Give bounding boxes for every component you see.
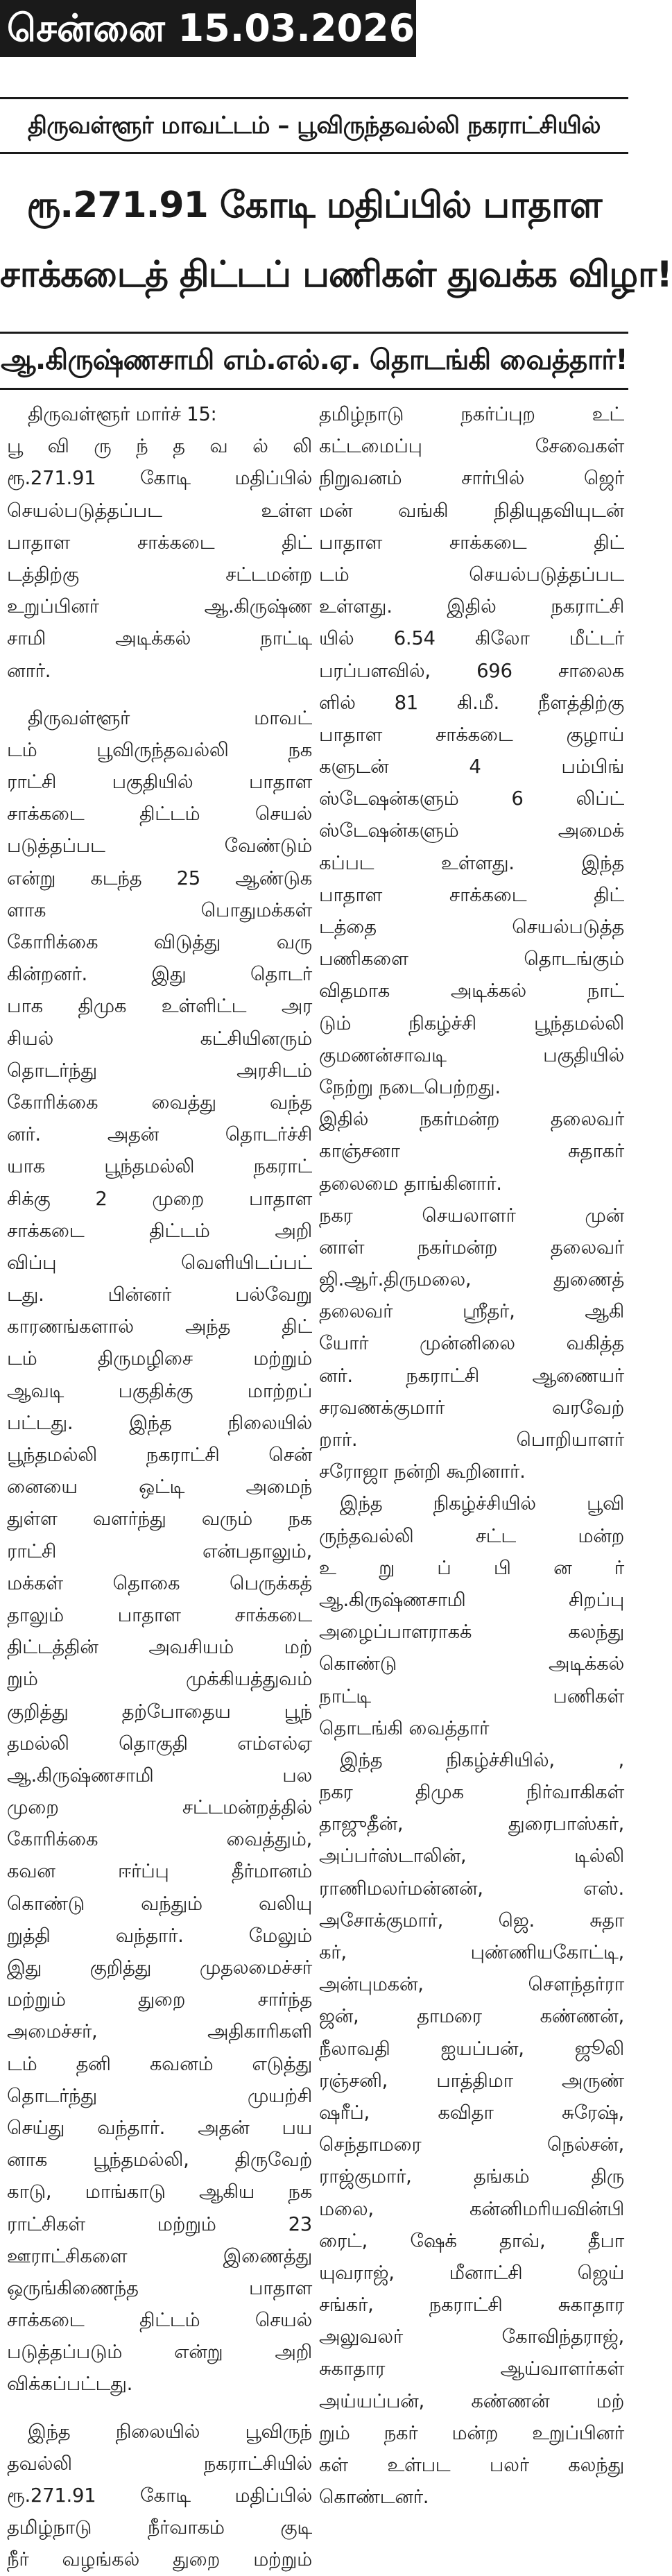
article-text-line: ளில் 81 கி.மீ. நீளத்திற்கு bbox=[319, 691, 624, 714]
article-text-line: னாள் நகர்மன்ற தலைவர் bbox=[319, 1236, 624, 1259]
article-text-line: திருவள்ளூர் மார்ச் 15: bbox=[28, 403, 217, 425]
article-text-line: இந்த நிகழ்ச்சியில், , bbox=[340, 1748, 624, 1771]
article-text-line: னர். நகராட்சி ஆணையர் bbox=[319, 1364, 624, 1387]
article-text-line: டது. பின்னர் பல்வேறு bbox=[7, 1283, 312, 1306]
article-text-line: கட்டமைப்பு சேவைகள் bbox=[319, 435, 624, 458]
dateline-banner: சென்னை 15.03.2026 bbox=[0, 0, 416, 57]
article-text-line: திருவள்ளூர் மாவட் bbox=[28, 706, 312, 729]
article-text-line: டத்திற்கு சட்டமன்ற bbox=[7, 563, 312, 586]
article-text-line: தலைவர் ஸ்ரீதர், ஆகி bbox=[319, 1300, 624, 1323]
article-text-line: டும் நிகழ்ச்சி பூந்தமல்லி bbox=[319, 1012, 624, 1034]
article-text-line: படுத்தப்பட வேண்டும் bbox=[7, 835, 312, 858]
article-text-line: விப்பு வெளியிடப்பட் bbox=[7, 1251, 312, 1274]
article-text-line: யில் 6.54 கிலோ மீட்டர் bbox=[319, 627, 624, 650]
article-text-line: மற்றும் துறை சார்ந்த bbox=[7, 1988, 312, 2011]
article-text-line: மக்கள் தொகை பெருக்கத் bbox=[7, 1571, 312, 1594]
article-text-line: நீலாவதி ஐயப்பன், ஜூலி bbox=[319, 2037, 624, 2060]
article-text-line: சரோஜா நன்றி கூறினார். bbox=[319, 1460, 526, 1483]
article-text-line: மலை, கன்னிமரியவின்பி bbox=[319, 2197, 624, 2220]
article-text-line: சிக்கு 2 முறை பாதாள bbox=[7, 1187, 312, 1210]
article-text-line: ரூ.271.91 கோடி மதிப்பில் bbox=[7, 467, 312, 490]
article-text-line: பாதாள சாக்கடை திட் bbox=[319, 883, 624, 906]
article-text-line: நகர செயலாளர் முன் bbox=[319, 1204, 624, 1227]
article-text-line: றார். பொறியாளர் bbox=[319, 1428, 624, 1451]
article-column-right bbox=[319, 398, 624, 2513]
article-text-line: டம் தனி கவனம் எடுத்து bbox=[7, 2052, 312, 2075]
article-text-line: பணிகளை தொடங்கும் bbox=[319, 948, 624, 971]
article-text-line: பரப்பளவில், 696 சாலைக bbox=[319, 659, 624, 682]
article-text-line: யாக பூந்தமல்லி நகராட் bbox=[7, 1155, 312, 1178]
kicker-line: திருவள்ளூர் மாவட்டம் – பூவிருந்தவல்லி நகராட்சியில் bbox=[0, 97, 628, 154]
article-text-line: பாதாள சாக்கடை திட் bbox=[319, 531, 624, 554]
headline-line-1: ரூ.271.91 கோடி மதிப்பில் பாதாள bbox=[26, 185, 602, 226]
article-text-line: ரைட், ஷேக் தாவ், தீபா bbox=[319, 2229, 624, 2252]
article-text-line: டம் செயல்படுத்தப்பட bbox=[319, 563, 624, 586]
article-column-left bbox=[7, 398, 312, 2576]
article-text-line: ஜன், தாமரை கண்ணன், bbox=[319, 2005, 624, 2028]
article-text-line: அழைப்பாளராகக் கலந்து bbox=[319, 1621, 624, 1644]
article-text-line: கொண்டனர். bbox=[319, 2486, 429, 2509]
article-text-line: இதில் நகர்மன்ற தலைவர் bbox=[319, 1108, 624, 1131]
article-text-line: சுகாதார ஆய்வாளர்கள் bbox=[319, 2357, 624, 2380]
article-text-line: தாலும் பாதாள சாக்கடை bbox=[7, 1603, 312, 1626]
article-text-line: கவன ஈர்ப்பு தீர்மானம் bbox=[7, 1860, 312, 1883]
article-text-line: டம் திருமழிசை மற்றும் bbox=[7, 1347, 312, 1370]
article-text-line: செந்தாமரை நெல்சன், bbox=[319, 2133, 624, 2156]
article-text-line: இந்த நிகழ்ச்சியில் பூவி bbox=[340, 1492, 624, 1515]
article-text-line: ஆ.கிருஷ்ணசாமி சிறப்பு bbox=[319, 1588, 624, 1611]
article-text-line: னாக பூந்தமல்லி, திருவேற் bbox=[7, 2149, 312, 2172]
article-text-line: ஆவடி பகுதிக்கு மாற்றப் bbox=[7, 1379, 312, 1402]
article-text-line: அமைச்சர், அதிகாரிகளி bbox=[7, 2020, 312, 2043]
article-text-line: ரூ.271.91 கோடி மதிப்பில் bbox=[7, 2484, 312, 2507]
article-text-line: யுவராஜ், மீனாட்சி ஜெய் bbox=[319, 2261, 624, 2284]
article-text-line: ருந்தவல்லி சட்ட மன்ற bbox=[319, 1524, 624, 1547]
article-text-line: மன் வங்கி நிதியுதவியுடன் bbox=[319, 499, 624, 522]
article-text-line: உ று ப் பி ன ர் bbox=[319, 1556, 624, 1579]
article-text-line: பாதாள சாக்கடை குழாய் bbox=[319, 723, 624, 746]
article-text-line: தாஜுதீன், துரைபாஸ்கர், bbox=[319, 1813, 624, 1836]
article-text-line: சியல் கட்சியினரும் bbox=[7, 1027, 312, 1050]
article-text-line: ஷரீப், கவிதா சுரேஷ், bbox=[319, 2101, 624, 2124]
article-text-line: திட்டத்தின் அவசியம் மற் bbox=[7, 1636, 312, 1659]
article-text-line: ராணிமலர்மன்னன், எஸ். bbox=[319, 1877, 624, 1900]
article-text-line: தலைமை தாங்கினார். bbox=[319, 1172, 502, 1195]
article-text-line: கின்றனர். இது தொடர் bbox=[7, 963, 312, 986]
article-text-line: உறுப்பினர் ஆ.கிருஷ்ண bbox=[7, 595, 312, 618]
article-text-line: உள்ளது. இதில் நகராட்சி bbox=[319, 595, 624, 618]
article-text-line: ஸ்டேஷன்களும் 6 லிப்ட் bbox=[319, 787, 624, 810]
article-text-line: யோர் முன்னிலை வகித்த bbox=[319, 1332, 624, 1355]
article-text-line: சாக்கடை திட்டம் அறி bbox=[7, 1219, 312, 1242]
article-text-line: இது குறித்து முதலமைச்சர் bbox=[7, 1956, 312, 1979]
article-text-line: களுடன் 4 பம்பிங் bbox=[319, 756, 624, 778]
article-text-line: ஊராட்சிகளை இணைத்து bbox=[7, 2244, 312, 2267]
article-text-line: ஸ்டேஷன்களும் அமைக் bbox=[319, 819, 624, 842]
article-text-line: சாக்கடை திட்டம் செயல் bbox=[7, 2309, 312, 2332]
paragraph-gap bbox=[7, 687, 312, 702]
article-text-line: பூ வி ரு ந் த வ ல் லி bbox=[7, 435, 312, 458]
article-text-line: தமல்லி தொகுதி எம்எல்ஏ bbox=[7, 1732, 312, 1755]
article-text-line: அசோக்குமார், ஜெ. சுதா bbox=[319, 1909, 624, 1931]
subheadline: ஆ.கிருஷ்ணசாமி எம்.எல்.ஏ. தொடங்கி வைத்தார்! bbox=[0, 332, 628, 390]
article-text-line: ராட்சி என்பதாலும், bbox=[7, 1539, 312, 1562]
article-text-line: பாக திமுக உள்ளிட்ட அர bbox=[7, 995, 312, 1018]
article-text-line: றுத்தி வந்தார். மேலும் bbox=[7, 1924, 312, 1947]
article-text-line: தமிழ்நாடு நீர்வாகம் குடி bbox=[7, 2516, 312, 2539]
article-text-line: முறை சட்டமன்றத்தில் bbox=[7, 1796, 312, 1819]
article-text-line: நேற்று நடைபெற்றது. bbox=[319, 1075, 501, 1098]
article-text-line: நாட்டி பணிகள் bbox=[319, 1684, 624, 1707]
article-text-line: சங்கர், நகராட்சி சுகாதார bbox=[319, 2294, 624, 2317]
article-text-line: அன்புமகன், சௌந்தர்ரா bbox=[319, 1973, 624, 1996]
article-text-line: டம் பூவிருந்தவல்லி நக bbox=[7, 738, 312, 761]
article-text-line: விக்கப்பட்டது. bbox=[7, 2373, 133, 2396]
article-text-line: அய்யப்பன், கண்ணன் மற் bbox=[319, 2389, 624, 2412]
article-text-line: சாக்கடை திட்டம் செயல் bbox=[7, 803, 312, 826]
article-text-line: அப்பர்ஸ்டாலின், டில்லி bbox=[319, 1845, 624, 1868]
article-text-line: நிறுவனம் சார்பில் ஜெர் bbox=[319, 467, 624, 490]
article-text-line: கோரிக்கை வைத்து வந்த bbox=[7, 1091, 312, 1114]
paragraph-gap bbox=[7, 2400, 312, 2416]
article-text-line: பட்டது. இந்த நிலையில் bbox=[7, 1411, 312, 1434]
article-text-line: கோரிக்கை விடுத்து வரு bbox=[7, 931, 312, 953]
article-text-line: காரணங்களால் அந்த திட் bbox=[7, 1315, 312, 1338]
article-text-line: செய்து வந்தார். அதன் பய bbox=[7, 2116, 312, 2139]
article-text-line: தொடர்ந்து முயற்சி bbox=[7, 2084, 312, 2107]
article-text-line: ரஞ்சனி, பாத்திமா அருண் bbox=[319, 2069, 624, 2092]
article-text-line: பூந்தமல்லி நகராட்சி சென் bbox=[7, 1444, 312, 1466]
article-text-line: விதமாக அடிக்கல் நாட் bbox=[319, 980, 624, 1003]
article-text-line: என்று கடந்த 25 ஆண்டுக bbox=[7, 867, 312, 889]
article-text-line: காடு, மாங்காடு ஆகிய நக bbox=[7, 2181, 312, 2203]
article-text-line: றும் நகர் மன்ற உறுப்பினர் bbox=[319, 2421, 624, 2444]
article-text-line: அலுவலர் கோவிந்தராஜ், bbox=[319, 2326, 624, 2348]
article-text-line: இந்த நிலையில் பூவிருந் bbox=[28, 2420, 312, 2443]
article-text-line: னையை ஒட்டி அமைந் bbox=[7, 1476, 312, 1499]
article-text-line: நீர் வழங்கல் துறை மற்றும் bbox=[7, 2548, 312, 2571]
article-text-line: குறித்து தற்போதைய பூந் bbox=[7, 1700, 312, 1723]
article-text-line: ளாக பொதுமக்கள் bbox=[7, 898, 312, 921]
article-text-line: னர். அதன் தொடர்ச்சி bbox=[7, 1123, 312, 1146]
article-text-line: ராட்சிகள் மற்றும் 23 bbox=[7, 2212, 312, 2235]
article-text-line: படுத்தப்படும் என்று அறி bbox=[7, 2341, 312, 2364]
article-text-line: கள் உள்பட பலர் கலந்து bbox=[319, 2454, 624, 2476]
article-text-line: காஞ்சனா சுதாகர் bbox=[319, 1140, 624, 1163]
article-text-line: குமணன்சாவடி பகுதியில் bbox=[319, 1043, 624, 1066]
article-text-line: டத்தை செயல்படுத்த bbox=[319, 916, 624, 938]
article-text-line: கொண்டு வந்தும் வலியு bbox=[7, 1892, 312, 1915]
article-text-line: தமிழ்நாடு நகர்ப்புற உட் bbox=[319, 403, 624, 425]
article-text-line: கர், புண்ணியகோட்டி, bbox=[319, 1941, 624, 1963]
article-text-line: தவல்லி நகராட்சியில் bbox=[7, 2452, 312, 2475]
article-text-line: தொடர்ந்து அரசிடம் bbox=[7, 1059, 312, 1082]
article-text-line: ராஜ்குமார், தங்கம் திரு bbox=[319, 2165, 624, 2188]
article-text-line: துள்ள வளர்ந்து வரும் நக bbox=[7, 1508, 312, 1530]
article-text-line: சாமி அடிக்கல் நாட்டி bbox=[7, 627, 312, 650]
article-text-line: சரவணக்குமார் வரவேற் bbox=[319, 1396, 624, 1419]
article-text-line: ராட்சி பகுதியில் பாதாள bbox=[7, 771, 312, 794]
article-text-line: கப்பட உள்ளது. இந்த bbox=[319, 851, 624, 874]
article-text-line: செயல்படுத்தப்பட உள்ள bbox=[7, 499, 312, 522]
headline bbox=[0, 171, 672, 309]
article-text-line: நகர திமுக நிர்வாகிகள் bbox=[319, 1781, 624, 1804]
article-text-line: கோரிக்கை வைத்தும், bbox=[7, 1828, 312, 1851]
article-text-line: கொண்டு அடிக்கல் bbox=[319, 1653, 624, 1675]
article-text-line: னார். bbox=[7, 659, 51, 682]
article-text-line: தொடங்கி வைத்தார் bbox=[319, 1716, 490, 1739]
article-text-line: ஒருங்கிணைந்த பாதாள bbox=[7, 2276, 312, 2299]
article-text-line: ஜி.ஆர்.திருமலை, துணைத் bbox=[319, 1268, 624, 1291]
article-text-line: றும் முக்கியத்துவம் bbox=[7, 1668, 312, 1691]
article-text-line: ஆ.கிருஷ்ணசாமி பல bbox=[7, 1764, 312, 1786]
headline-line-2: சாக்கடைத் திட்டப் பணிகள் துவக்க விழா! bbox=[0, 254, 672, 296]
article-text-line: பாதாள சாக்கடை திட் bbox=[7, 531, 312, 554]
